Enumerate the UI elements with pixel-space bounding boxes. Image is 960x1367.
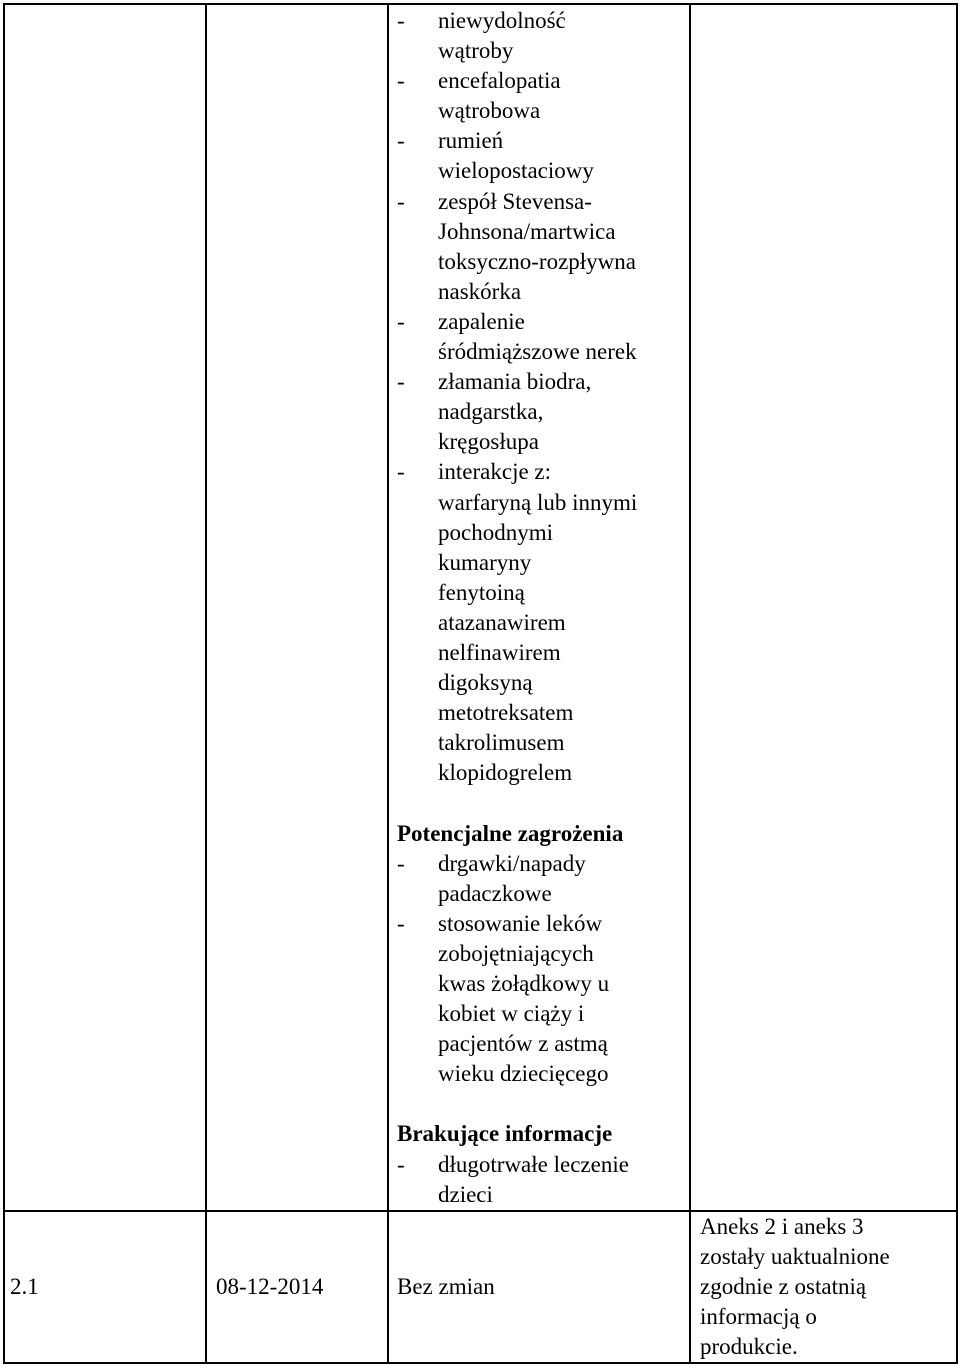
change-item-text: toksyczno-rozpływna bbox=[438, 248, 636, 274]
table-border-right bbox=[956, 3, 958, 1364]
change-item bbox=[397, 66, 637, 96]
potential-risk-item-continuation bbox=[397, 969, 637, 999]
potential-risks-heading: Potencjalne zagrożenia bbox=[397, 820, 624, 846]
missing-info-item-continuation bbox=[397, 1180, 637, 1210]
change-item-text: pochodnymi bbox=[438, 519, 553, 545]
change-item-text: kumaryny bbox=[438, 549, 532, 575]
comment-line: informacją o bbox=[700, 1304, 817, 1329]
change-item bbox=[397, 187, 637, 217]
potential-risk-item-text: wieku dziecięcego bbox=[438, 1061, 609, 1087]
potential-risk-item bbox=[397, 849, 637, 879]
change-item-text: niewydolność bbox=[438, 8, 566, 33]
change-item-continuation bbox=[397, 638, 637, 668]
change-item-continuation bbox=[397, 758, 637, 788]
comment-line: zostały uaktualnione bbox=[700, 1244, 890, 1269]
change-item-text: metotreksatem bbox=[438, 700, 574, 726]
change-item-text: naskórka bbox=[438, 278, 522, 304]
change-item bbox=[397, 126, 637, 156]
change-item-continuation bbox=[397, 156, 637, 186]
change-item-text: takrolimusem bbox=[438, 730, 565, 756]
changes-cell-row2: Bez zmian bbox=[397, 1274, 495, 1299]
version-cell: 2.1 bbox=[10, 1274, 39, 1299]
table-border-left bbox=[3, 3, 5, 1364]
table-border-bottom bbox=[3, 1362, 957, 1364]
potential-risk-item-text: kwas żołądkowy u bbox=[438, 971, 610, 996]
bullet-dash: - bbox=[397, 308, 405, 334]
change-item bbox=[397, 6, 637, 36]
table-border-top bbox=[3, 3, 957, 5]
change-item-text: zespół Stevensa- bbox=[438, 188, 592, 214]
col-divider-3 bbox=[689, 3, 691, 1364]
date-cell: 08-12-2014 bbox=[216, 1274, 324, 1299]
change-item-continuation bbox=[397, 668, 637, 698]
potential-risk-item-continuation bbox=[397, 999, 637, 1029]
change-item-continuation bbox=[397, 36, 637, 66]
change-item-continuation bbox=[397, 427, 637, 457]
potential-risk-item-continuation bbox=[397, 1029, 637, 1059]
missing-info-item-text: dzieci bbox=[438, 1181, 493, 1207]
potential-risk-item-continuation bbox=[397, 1059, 637, 1089]
missing-info-heading: Brakujące informacje bbox=[397, 1121, 613, 1147]
comment-line: zgodnie z ostatnią bbox=[700, 1274, 867, 1299]
missing-info-item bbox=[397, 1150, 637, 1180]
bullet-dash: - bbox=[397, 1151, 405, 1177]
change-item-continuation bbox=[397, 217, 637, 247]
change-item-text: Johnsona/martwica bbox=[438, 218, 616, 244]
potential-risks-list bbox=[397, 849, 637, 1090]
spacer bbox=[397, 1089, 637, 1119]
bullet-dash: - bbox=[397, 910, 405, 936]
change-item-continuation bbox=[397, 247, 637, 277]
potential-risk-item-text: pacjentów z astmą bbox=[438, 1031, 608, 1057]
change-item-continuation bbox=[397, 397, 637, 427]
change-item bbox=[397, 367, 637, 397]
change-item-text: wielopostaciowy bbox=[438, 158, 594, 184]
bullet-dash: - bbox=[397, 128, 405, 154]
potential-risk-item-text: padaczkowe bbox=[438, 880, 552, 906]
potential-risk-item-text: zobojętniających bbox=[438, 940, 594, 966]
change-item-text: atazanawirem bbox=[438, 609, 566, 635]
col-divider-1 bbox=[205, 3, 207, 1364]
bullet-dash: - bbox=[397, 188, 405, 214]
change-item-text: kręgosłupa bbox=[438, 429, 539, 455]
change-item-text: encefalopatia bbox=[438, 68, 561, 94]
change-item-continuation bbox=[397, 488, 637, 518]
change-item-text: wątrobowa bbox=[438, 98, 541, 124]
change-item-continuation bbox=[397, 277, 637, 307]
bullet-dash: - bbox=[397, 459, 405, 485]
change-item-continuation bbox=[397, 337, 637, 367]
bullet-dash: - bbox=[397, 8, 405, 33]
change-item-text: warfaryną lub innymi bbox=[438, 489, 638, 515]
change-item-text: klopidogrelem bbox=[438, 760, 573, 786]
change-item-text: zapalenie bbox=[438, 308, 525, 334]
potential-risk-item-text: stosowanie leków bbox=[438, 910, 603, 936]
change-item bbox=[397, 457, 637, 487]
bullet-dash: - bbox=[397, 369, 405, 395]
missing-info-list bbox=[397, 1150, 637, 1210]
change-item-text: nelfinawirem bbox=[438, 639, 561, 665]
change-item bbox=[397, 307, 637, 337]
change-item-continuation bbox=[397, 728, 637, 758]
comment-line: Aneks 2 i aneks 3 bbox=[700, 1214, 864, 1239]
potential-risk-item bbox=[397, 909, 637, 939]
potential-risk-item-text: kobiet w ciąży i bbox=[438, 1001, 585, 1027]
potential-risk-item-continuation bbox=[397, 939, 637, 969]
change-item-continuation bbox=[397, 518, 637, 548]
change-item-text: złamania biodra, bbox=[438, 369, 592, 395]
change-item-continuation bbox=[397, 608, 637, 638]
change-item-text: rumień bbox=[438, 128, 504, 154]
changes-list bbox=[397, 6, 637, 788]
change-item-text: wątroby bbox=[438, 38, 514, 64]
change-item-text: śródmiąższowe nerek bbox=[438, 339, 637, 365]
potential-risk-item-text: drgawki/napady bbox=[438, 850, 586, 876]
change-item-text: nadgarstka, bbox=[438, 399, 544, 425]
comment-line: produkcie. bbox=[700, 1334, 798, 1359]
bullet-dash: - bbox=[397, 68, 405, 94]
col-divider-2 bbox=[387, 3, 389, 1364]
potential-risk-item-continuation bbox=[397, 879, 637, 909]
comment-cell bbox=[700, 1212, 890, 1362]
spacer bbox=[397, 788, 637, 818]
change-item-continuation bbox=[397, 578, 637, 608]
changes-cell bbox=[397, 6, 637, 1210]
missing-info-item-text: długotrwałe leczenie bbox=[438, 1151, 629, 1177]
change-item-text: fenytoiną bbox=[438, 579, 525, 605]
change-item-continuation bbox=[397, 698, 637, 728]
change-item-text: interakcje z: bbox=[438, 459, 552, 485]
change-item-continuation bbox=[397, 548, 637, 578]
bullet-dash: - bbox=[397, 850, 405, 876]
change-item-text: digoksyną bbox=[438, 670, 533, 696]
change-item-continuation bbox=[397, 96, 637, 126]
